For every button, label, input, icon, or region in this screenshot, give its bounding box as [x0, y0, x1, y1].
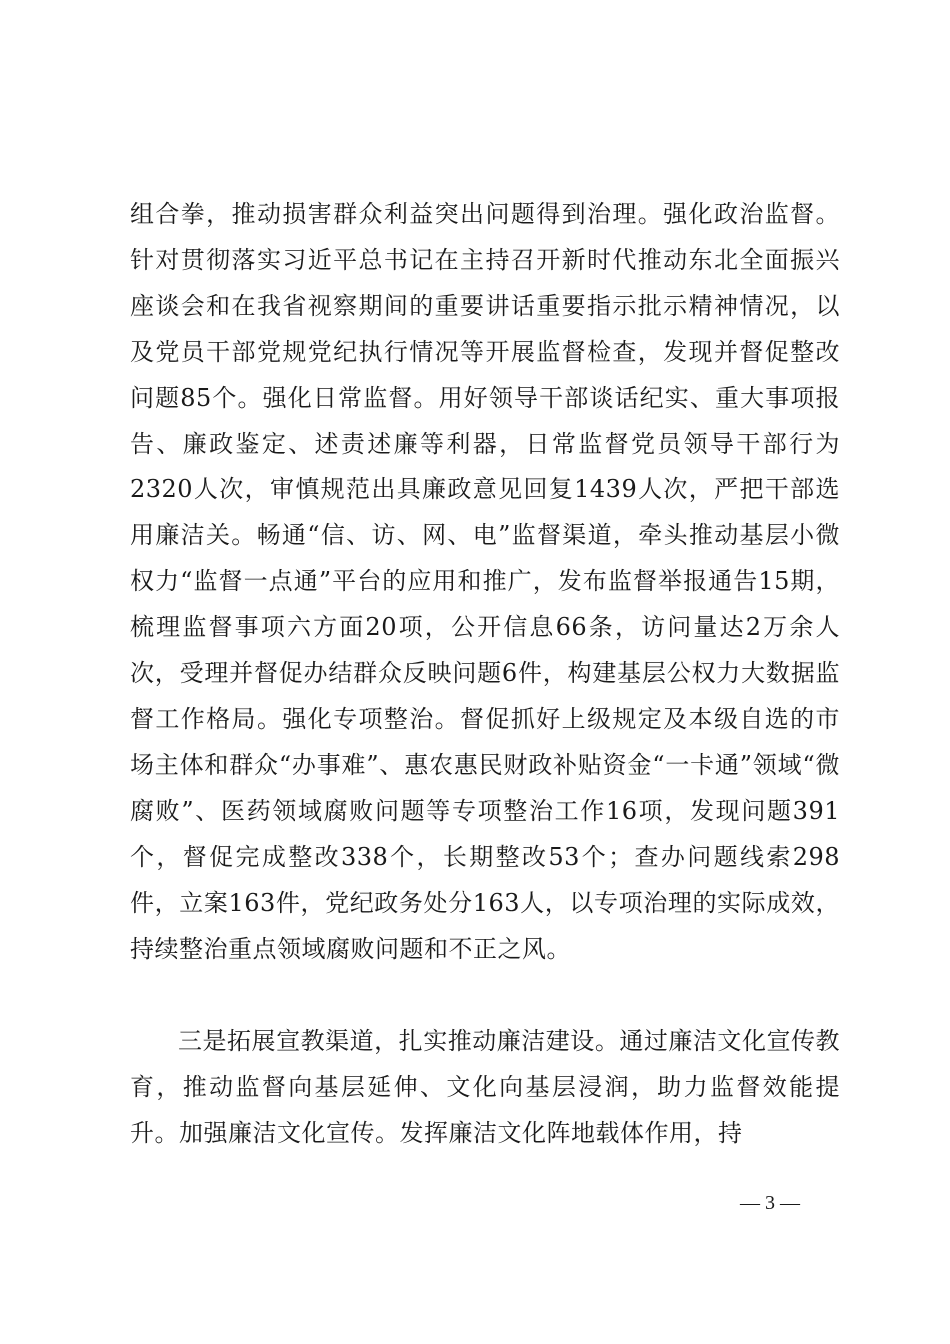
- page-number: — 3 —: [740, 1192, 800, 1214]
- body-paragraph-1: 组合拳，推动损害群众利益突出问题得到治理。强化政治监督。针对贯彻落实习近平总书记在主持召开新时代推动东北全面振兴座谈会和在我省视察期间的重要讲话重要指示批示精神情况，以及党员干部党规党纪执行情况等开展监督检查，发现并督促整改问题85个。强化日常监督。用好领导干部谈话纪实、重大事项报告、廉政鉴定、述责述廉等利器，日常监督党员领导干部行为2320人次，审慎规范出具廉政意见回复1439人次，严把干部选用廉洁关。畅通“信、访、网、电”监督渠道，牵头推动基层小微权力“监督一点通”平台的应用和推广，发布监督举报通告15期，梳理监督事项六方面20项，公开信息66条，访问量达2万余人次，受理并督促办结群众反映问题6件，构建基层公权力大数据监督工作格局。强化专项整治。督促抓好上级规定及本级自选的市场主体和群众“办事难”、惠农惠民财政补贴资金“一卡通”领域“微腐败”、医药领域腐败问题等专项整治工作16项，发现问题391个，督促完成整改338个，长期整改53个；查办问题线索298件，立案163件，党纪政务处分163人，以专项治理的实际成效，持续整治重点领域腐败问题和不正之风。: [130, 200, 840, 963]
- body-paragraph-2: 三是拓展宣教渠道，扎实推动廉洁建设。通过廉洁文化宣传教育，推动监督向基层延伸、文化向基层浸润，助力监督效能提升。加强廉洁文化宣传。发挥廉洁文化阵地载体作用，持: [130, 1027, 840, 1147]
